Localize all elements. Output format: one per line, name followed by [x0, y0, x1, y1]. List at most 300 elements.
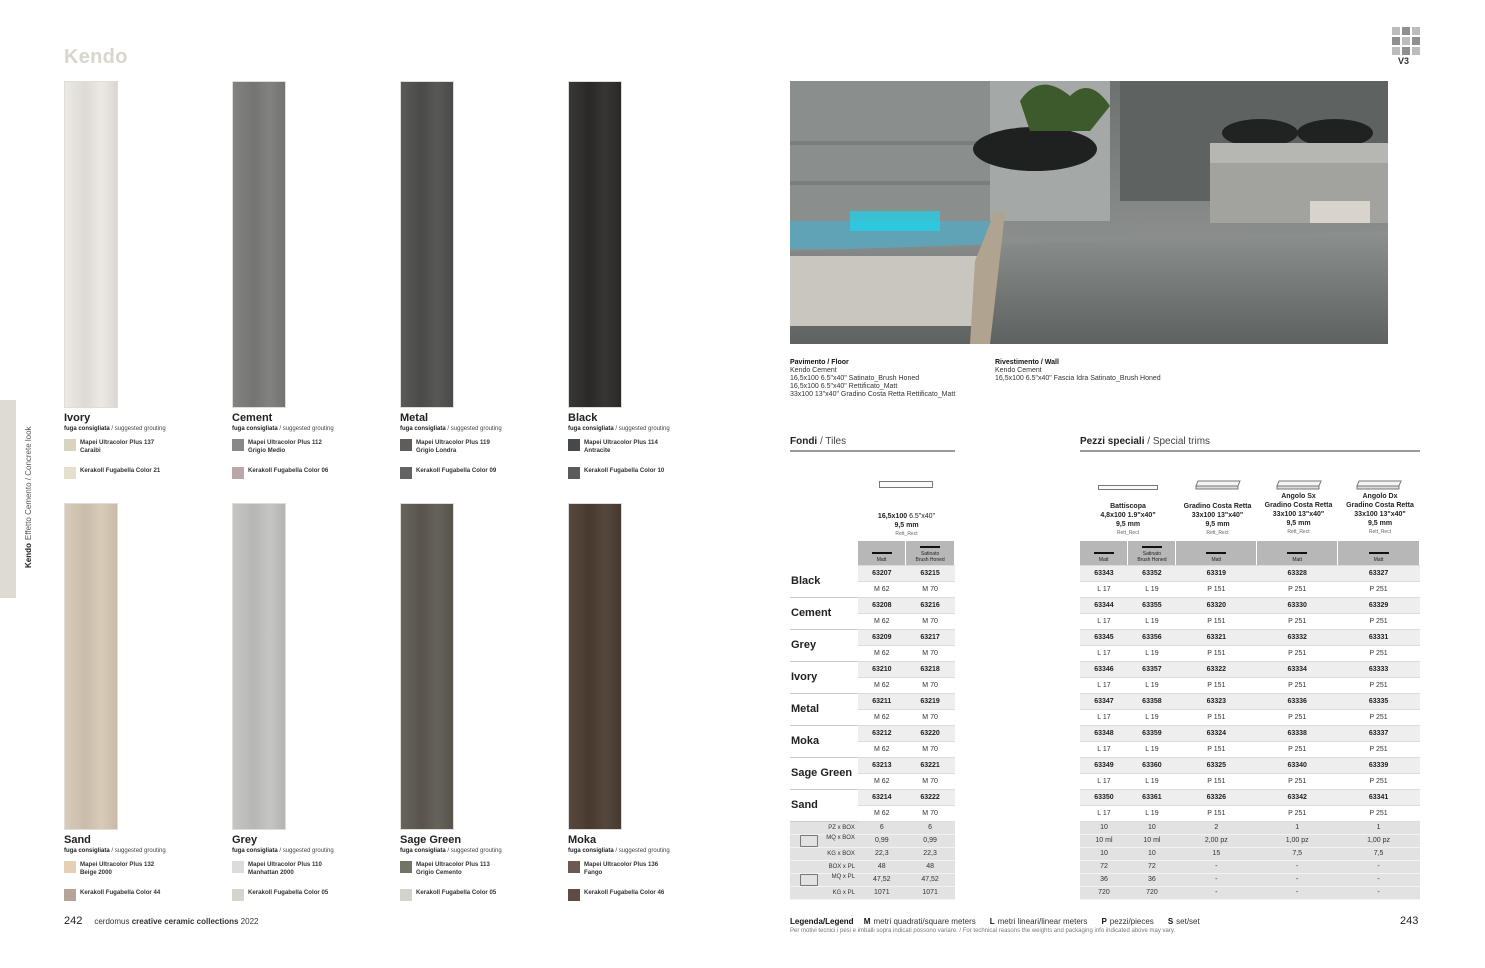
trims-packaging-row	[1080, 847, 1420, 860]
legend-item: P pezzi/pieces	[1101, 917, 1154, 926]
tiles-table	[790, 541, 955, 900]
packaging-unit: P 251	[1338, 741, 1420, 757]
packaging-value: 10	[1128, 821, 1176, 834]
packaging-unit: L 19	[1128, 805, 1176, 821]
tiles-packaging-row	[790, 847, 955, 860]
article-code: 63350	[1080, 789, 1128, 805]
wall-caption: Rivestimento / Wall Kendo Cement 16,5x100 6.5"x40" Fascia Idra Satinato_Brush Honed	[995, 359, 1215, 383]
caption-line: 33x100 13"x40" Gradino Costa Retta Rettificato_Matt	[790, 391, 956, 398]
finish-header: Satinato Brush Honed	[1128, 541, 1176, 565]
grout-item: Mapei Ultracolor Plus 136 Fango	[568, 861, 728, 877]
article-code: 63208	[858, 597, 906, 613]
tile-swatch-grey	[232, 503, 286, 830]
packaging-unit: M 62	[858, 677, 906, 693]
article-code: 63355	[1128, 597, 1176, 613]
grouting-label: fuga consigliata / suggested grouting	[400, 848, 502, 854]
article-code: 63348	[1080, 725, 1128, 741]
packaging-unit: M 70	[906, 645, 955, 661]
caption-line: Kendo Cement	[995, 367, 1042, 374]
grout-color-chip	[568, 861, 580, 873]
tiles-row	[790, 597, 955, 613]
packaging-value: -	[1338, 873, 1420, 886]
grout-item: Kerakoll Fugabella Color 05	[232, 889, 392, 901]
trims-row-pack	[1080, 613, 1420, 629]
header-spacer	[790, 541, 858, 565]
trims-row-pack	[1080, 645, 1420, 661]
packaging-unit: M 70	[906, 677, 955, 693]
article-code: 63330	[1257, 597, 1338, 613]
packaging-unit: P 151	[1176, 677, 1257, 693]
packaging-value: 36	[1128, 873, 1176, 886]
packaging-unit: P 251	[1338, 645, 1420, 661]
grout-color-chip	[400, 861, 412, 873]
packaging-unit: M 62	[858, 709, 906, 725]
grouting-label: fuga consigliata / suggested grouting	[232, 426, 334, 432]
packaging-unit: M 70	[906, 773, 955, 789]
trims-row-pack	[1080, 581, 1420, 597]
packaging-value: 10 ml	[1128, 834, 1176, 847]
swatch-name: Grey	[232, 834, 258, 846]
article-code: 63341	[1338, 789, 1420, 805]
packaging-unit: P 251	[1338, 773, 1420, 789]
packaging-unit: M 62	[858, 581, 906, 597]
color-name: Moka	[790, 725, 858, 757]
trims-row-pack	[1080, 677, 1420, 693]
swatch-name: Sage Green	[400, 834, 462, 846]
packaging-unit: L 19	[1128, 773, 1176, 789]
color-name: Black	[790, 565, 858, 597]
packaging-unit: M 62	[858, 773, 906, 789]
article-code: 63332	[1257, 629, 1338, 645]
packaging-value: 22,3	[858, 847, 906, 860]
article-code: 63347	[1080, 693, 1128, 709]
packaging-label: MQ x BOX	[790, 834, 858, 847]
finish-header: Matt	[1080, 541, 1128, 565]
caption-line: Kendo Cement	[790, 367, 837, 374]
article-code: 63356	[1128, 629, 1176, 645]
tiles-row	[790, 693, 955, 709]
v3-variation-icon	[1392, 27, 1420, 55]
grout-color-chip	[400, 467, 412, 479]
footer-left: 242 cerdomus creative ceramic collections 2022	[64, 915, 259, 927]
side-label: KendoEffetto Cemento / Concrete look	[24, 426, 33, 568]
variation-badge: V3	[1398, 56, 1410, 66]
packaging-unit: L 19	[1128, 645, 1176, 661]
finish-header: Matt	[1338, 541, 1420, 565]
trims-packaging-row	[1080, 821, 1420, 834]
trims-packaging-row	[1080, 886, 1420, 899]
grout-color-chip	[64, 889, 76, 901]
packaging-unit: L 17	[1080, 773, 1128, 789]
grout-color-chip	[64, 467, 76, 479]
trims-row	[1080, 597, 1420, 613]
legend-note: Per motivi tecnici i pesi e imballi sopra indicati possono variare. / For technical reasons the weights and packaging info indicated above may vary.	[790, 928, 1176, 934]
grout-color-chip	[64, 439, 76, 451]
caption-line: 16,5x100 6.5"x40" Fascia Idra Satinato_Brush Honed	[995, 375, 1161, 382]
article-code: 63335	[1338, 693, 1420, 709]
trim-heading: Angolo Dx Gradino Costa Retta 33x100 13"x40" 9,5 mm Rett_Rect	[1346, 493, 1414, 535]
page-title: Kendo	[64, 46, 128, 68]
packaging-value: 720	[1128, 886, 1176, 899]
article-code: 63324	[1176, 725, 1257, 741]
trims-row	[1080, 661, 1420, 677]
tile-swatch-black	[568, 81, 622, 408]
article-code: 63333	[1338, 661, 1420, 677]
grout-item: Mapei Ultracolor Plus 137 Caraibi	[64, 439, 224, 455]
packaging-unit: P 151	[1176, 805, 1257, 821]
packaging-unit: M 62	[858, 613, 906, 629]
packaging-unit: L 17	[1080, 709, 1128, 725]
grout-item: Mapei Ultracolor Plus 119 Grigio Londra	[400, 439, 560, 455]
grout-color-chip	[232, 861, 244, 873]
article-code: 63209	[858, 629, 906, 645]
trim-heading: Gradino Costa Retta 33x100 13"x40" 9,5 mm Rett_Rect	[1183, 503, 1252, 536]
article-code: 63357	[1128, 661, 1176, 677]
grouting-label: fuga consigliata / suggested grouting	[232, 848, 334, 854]
packaging-value: -	[1257, 873, 1338, 886]
swatch-name: Sand	[64, 834, 91, 846]
packaging-label: KG x PL	[790, 886, 858, 899]
article-code: 63358	[1128, 693, 1176, 709]
grout-color-chip	[568, 889, 580, 901]
tile-shape-icon	[879, 481, 933, 488]
packaging-unit: P 151	[1176, 773, 1257, 789]
finish-header: Satinato Brush Honed	[906, 541, 955, 565]
packaging-unit: P 151	[1176, 709, 1257, 725]
article-code: 63359	[1128, 725, 1176, 741]
article-code: 63331	[1338, 629, 1420, 645]
trims-row	[1080, 693, 1420, 709]
packaging-unit: P 251	[1257, 741, 1338, 757]
article-code: 63327	[1338, 565, 1420, 581]
tiles-size-heading: 16,5x100 6.5"x40" 9,5 mm Rett_Rect	[877, 513, 936, 537]
trims-packaging-row	[1080, 834, 1420, 847]
article-code: 63361	[1128, 789, 1176, 805]
article-code: 63219	[906, 693, 955, 709]
packaging-unit: P 251	[1338, 677, 1420, 693]
color-name: Sand	[790, 789, 858, 821]
packaging-unit: L 19	[1128, 741, 1176, 757]
packaging-unit: L 19	[1128, 613, 1176, 629]
packaging-unit: M 70	[906, 741, 955, 757]
color-name: Metal	[790, 693, 858, 725]
article-code: 63352	[1128, 565, 1176, 581]
packaging-value: 0,99	[858, 834, 906, 847]
packaging-unit: M 62	[858, 645, 906, 661]
swatch-name: Ivory	[64, 412, 91, 424]
grout-item: Kerakoll Fugabella Color 44	[64, 889, 224, 901]
tiles-row	[790, 565, 955, 581]
trims-row	[1080, 565, 1420, 581]
special-trims-table	[1080, 541, 1420, 900]
caption-line: 16,5x100 6.5"x40" Rettificato_Matt	[790, 383, 898, 390]
grouting-label: fuga consigliata / suggested grouting	[64, 848, 166, 854]
packaging-unit: P 251	[1338, 581, 1420, 597]
grout-item: Kerakoll Fugabella Color 21	[64, 467, 224, 479]
article-code: 63337	[1338, 725, 1420, 741]
tile-swatch-cement	[232, 81, 286, 408]
grout-color-chip	[568, 467, 580, 479]
article-code: 63344	[1080, 597, 1128, 613]
trims-packaging-row	[1080, 860, 1420, 873]
article-code: 63329	[1338, 597, 1420, 613]
packaging-value: 2,00 pz	[1176, 834, 1257, 847]
packaging-value: 10 ml	[1080, 834, 1128, 847]
grout-color-chip	[64, 861, 76, 873]
tiles-packaging-row	[790, 873, 955, 886]
packaging-unit: M 70	[906, 805, 955, 821]
packaging-unit: M 70	[906, 581, 955, 597]
packaging-value: 47,52	[906, 873, 955, 886]
packaging-value: 22,3	[906, 847, 955, 860]
grout-item: Mapei Ultracolor Plus 113 Grigio Cemento	[400, 861, 560, 877]
packaging-unit: P 251	[1257, 773, 1338, 789]
packaging-unit: P 251	[1257, 613, 1338, 629]
packaging-unit: P 251	[1338, 709, 1420, 725]
packaging-unit: M 62	[858, 741, 906, 757]
step-shape-icon	[1194, 477, 1242, 487]
packaging-unit: P 251	[1257, 645, 1338, 661]
grout-item: Mapei Ultracolor Plus 110 Manhattan 2000	[232, 861, 392, 877]
trims-row-pack	[1080, 773, 1420, 789]
article-code: 63339	[1338, 757, 1420, 773]
tiles-row	[790, 725, 955, 741]
packaging-value: 2	[1176, 821, 1257, 834]
grout-item: Mapei Ultracolor Plus 114 Antracite	[568, 439, 728, 455]
article-code: 63212	[858, 725, 906, 741]
packaging-unit: P 251	[1257, 805, 1338, 821]
page-number-left: 242	[64, 915, 83, 927]
legend: Legenda/Legend M metri quadrati/square meters L metri lineari/linear meters P pezzi/pieces S set/set	[790, 917, 1200, 926]
packaging-unit: P 151	[1176, 581, 1257, 597]
trims-header-row	[1080, 541, 1420, 565]
packaging-unit: P 251	[1338, 805, 1420, 821]
legend-item: S set/set	[1167, 917, 1200, 926]
packaging-value: 1	[1338, 821, 1420, 834]
trim-heading: Battiscopa 4,8x100 1.9"x40" 9,5 mm Rett_Rect	[1100, 503, 1156, 536]
packaging-unit: L 19	[1128, 677, 1176, 693]
packaging-value: 48	[906, 860, 955, 873]
packaging-value: 10	[1128, 847, 1176, 860]
grouting-label: fuga consigliata / suggested grouting	[400, 426, 502, 432]
finish-header: Matt	[1257, 541, 1338, 565]
article-code: 63325	[1176, 757, 1257, 773]
packaging-value: 48	[858, 860, 906, 873]
trims-row	[1080, 757, 1420, 773]
tile-swatch-moka	[568, 503, 622, 830]
article-code: 63216	[906, 597, 955, 613]
packaging-value: 7,5	[1338, 847, 1420, 860]
article-code: 63320	[1176, 597, 1257, 613]
packaging-value: -	[1338, 886, 1420, 899]
packaging-unit: L 17	[1080, 645, 1128, 661]
packaging-value: 1	[1257, 821, 1338, 834]
box-icon	[800, 835, 818, 847]
side-tab	[0, 400, 16, 598]
tiles-packaging-row	[790, 886, 955, 899]
packaging-value: 6	[906, 821, 955, 834]
grout-item: Kerakoll Fugabella Color 06	[232, 467, 392, 479]
room-photo	[790, 81, 1388, 344]
grout-color-chip	[232, 467, 244, 479]
packaging-value: -	[1338, 860, 1420, 873]
packaging-unit: L 17	[1080, 677, 1128, 693]
tiles-packaging-row	[790, 821, 955, 834]
article-code: 63340	[1257, 757, 1338, 773]
packaging-unit: L 17	[1080, 613, 1128, 629]
packaging-unit: M 70	[906, 613, 955, 629]
article-code: 63210	[858, 661, 906, 677]
step-left-corner-shape-icon	[1275, 477, 1323, 487]
swatch-name: Black	[568, 412, 598, 424]
packaging-value: -	[1257, 886, 1338, 899]
pallet-icon	[800, 874, 818, 886]
article-code: 63215	[906, 565, 955, 581]
packaging-label: PZ x BOX	[790, 821, 858, 834]
step-right-corner-shape-icon	[1355, 477, 1403, 487]
grout-color-chip	[232, 439, 244, 451]
tiles-header-row	[790, 541, 955, 565]
packaging-label: BOX x PL	[790, 860, 858, 873]
grout-item: Kerakoll Fugabella Color 05	[400, 889, 560, 901]
tile-swatch-sand	[64, 503, 118, 830]
article-code: 63323	[1176, 693, 1257, 709]
trims-row-pack	[1080, 741, 1420, 757]
packaging-value: 720	[1080, 886, 1128, 899]
article-code: 63222	[906, 789, 955, 805]
swatch-name: Moka	[568, 834, 597, 846]
grout-item: Mapei Ultracolor Plus 112 Grigio Medio	[232, 439, 392, 455]
packaging-value: 72	[1128, 860, 1176, 873]
packaging-value: 0,99	[906, 834, 955, 847]
floor-caption: Pavimento / Floor Kendo Cement 16,5x100 6.5"x40" Satinato_Brush Honed 16,5x100 6.5"x40" Rettificato_Matt 33x100 13"x40" Gradino Costa Retta Rettificato_Matt	[790, 359, 990, 399]
packaging-unit: P 151	[1176, 613, 1257, 629]
packaging-unit: L 17	[1080, 741, 1128, 757]
color-name: Grey	[790, 629, 858, 661]
trims-row	[1080, 725, 1420, 741]
packaging-value: -	[1176, 886, 1257, 899]
grout-item: Kerakoll Fugabella Color 10	[568, 467, 728, 479]
packaging-value: 47,52	[858, 873, 906, 886]
special-trims-section-title: Pezzi speciali / Special trims	[1080, 436, 1420, 452]
grouting-label: fuga consigliata / suggested grouting	[64, 426, 166, 432]
trims-row-pack	[1080, 709, 1420, 725]
article-code: 63346	[1080, 661, 1128, 677]
article-code: 63336	[1257, 693, 1338, 709]
packaging-unit: P 251	[1257, 581, 1338, 597]
article-code: 63343	[1080, 565, 1128, 581]
tile-swatch-ivory	[64, 81, 118, 408]
skirting-shape-icon	[1098, 485, 1158, 490]
article-code: 63322	[1176, 661, 1257, 677]
article-code: 63321	[1176, 629, 1257, 645]
packaging-value: -	[1176, 860, 1257, 873]
article-code: 63360	[1128, 757, 1176, 773]
packaging-unit: P 151	[1176, 741, 1257, 757]
trims-row-pack	[1080, 805, 1420, 821]
packaging-value: 1071	[906, 886, 955, 899]
packaging-value: 1,00 pz	[1338, 834, 1420, 847]
tile-swatch-sage-green	[400, 503, 454, 830]
trims-packaging-row	[1080, 873, 1420, 886]
article-code: 63221	[906, 757, 955, 773]
grout-color-chip	[400, 439, 412, 451]
article-code: 63218	[906, 661, 955, 677]
page-number-right: 243	[1400, 915, 1419, 927]
article-code: 63217	[906, 629, 955, 645]
article-code: 63220	[906, 725, 955, 741]
article-code: 63342	[1257, 789, 1338, 805]
color-name: Cement	[790, 597, 858, 629]
packaging-value: 10	[1080, 847, 1128, 860]
finish-header: Matt	[1176, 541, 1257, 565]
packaging-unit: P 251	[1257, 709, 1338, 725]
article-code: 63345	[1080, 629, 1128, 645]
article-code: 63328	[1257, 565, 1338, 581]
packaging-value: 1071	[858, 886, 906, 899]
swatch-name: Cement	[232, 412, 273, 424]
packaging-unit: P 151	[1176, 645, 1257, 661]
packaging-value: 15	[1176, 847, 1257, 860]
article-code: 63207	[858, 565, 906, 581]
finish-header: Matt	[858, 541, 906, 565]
packaging-unit: M 70	[906, 709, 955, 725]
grout-color-chip	[568, 439, 580, 451]
packaging-value: -	[1176, 873, 1257, 886]
article-code: 63319	[1176, 565, 1257, 581]
legend-item: L metri lineari/linear meters	[989, 917, 1088, 926]
tiles-row	[790, 789, 955, 805]
grouting-label: fuga consigliata / suggested grouting	[568, 426, 670, 432]
packaging-value: 72	[1080, 860, 1128, 873]
packaging-value: 36	[1080, 873, 1128, 886]
packaging-value: 10	[1080, 821, 1128, 834]
grout-item: Mapei Ultracolor Plus 132 Beige 2000	[64, 861, 224, 877]
packaging-unit: L 19	[1128, 709, 1176, 725]
article-code: 63349	[1080, 757, 1128, 773]
packaging-unit: M 62	[858, 805, 906, 821]
article-code: 63338	[1257, 725, 1338, 741]
packaging-value: 1,00 pz	[1257, 834, 1338, 847]
grout-item: Kerakoll Fugabella Color 46	[568, 889, 728, 901]
tiles-section-title: Fondi / Tiles	[790, 436, 955, 452]
swatch-name: Metal	[400, 412, 429, 424]
trims-row	[1080, 629, 1420, 645]
trims-row	[1080, 789, 1420, 805]
grout-item: Kerakoll Fugabella Color 09	[400, 467, 560, 479]
packaging-label: KG x BOX	[790, 847, 858, 860]
tiles-row	[790, 757, 955, 773]
article-code: 63214	[858, 789, 906, 805]
tiles-packaging-row	[790, 834, 955, 847]
tile-swatch-metal	[400, 81, 454, 408]
packaging-value: 6	[858, 821, 906, 834]
footer-right	[1400, 915, 1418, 927]
packaging-unit: P 251	[1257, 677, 1338, 693]
tiles-row	[790, 661, 955, 677]
legend-item: M metri quadrati/square meters	[863, 917, 976, 926]
grouting-label: fuga consigliata / suggested grouting	[568, 848, 670, 854]
article-code: 63326	[1176, 789, 1257, 805]
caption-line: 16,5x100 6.5"x40" Satinato_Brush Honed	[790, 375, 920, 382]
packaging-unit: L 17	[1080, 805, 1128, 821]
packaging-unit: P 251	[1338, 613, 1420, 629]
tiles-row	[790, 629, 955, 645]
grout-color-chip	[232, 889, 244, 901]
packaging-unit: L 17	[1080, 581, 1128, 597]
article-code: 63211	[858, 693, 906, 709]
color-name: Sage Green	[790, 757, 858, 789]
